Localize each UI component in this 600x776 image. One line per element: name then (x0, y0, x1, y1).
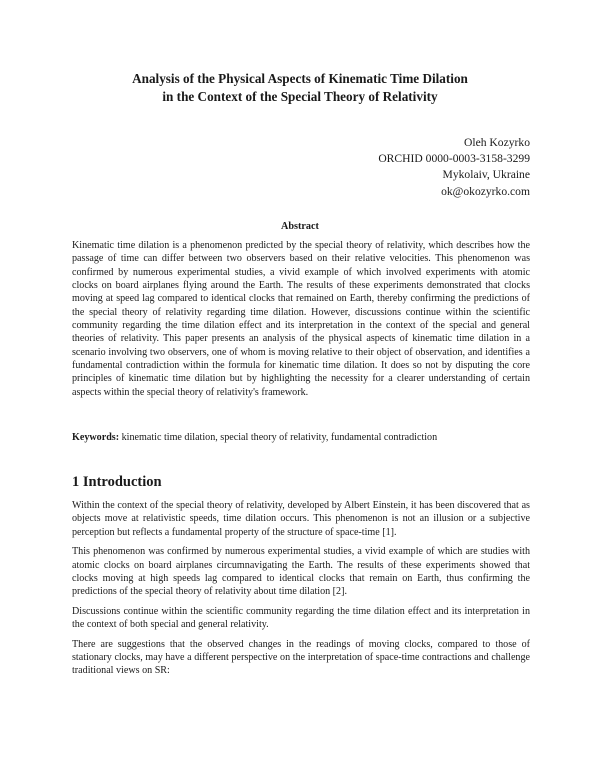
keywords-line (72, 431, 530, 444)
title-line-1: Analysis of the Physical Aspects of Kinematic Time Dilation (132, 71, 468, 86)
introduction-paragraph: Discussions continue within the scientific community regarding the time dilation effect and its interpretation in the context of both special and general relativity. (72, 605, 530, 631)
abstract-text: Kinematic time dilation is a phenomenon predicted by the special theory of relativity, which describes how the passage of time can differ between two observers based on their relative velocities. This phenomenon was confirmed by numerous experimental studies, a vivid example of which involved experiments with atomic clocks on board airplanes flying around the Earth. The results of these experiments demonstrated that clocks moving at speed lag compared to identical clocks that remained on Earth, thereby confirming the predictions of the special theory of relativity regarding time dilation. However, discussions continue within the scientific community regarding the time dilation effect and its interpretation in the context of the special and general theories of relativity. This paper presents an analysis of the physical aspects of kinematic time dilation in a scenario involving two observers, one of whom is moving relative to their object of observation, and identifies a fundamental contradiction within the formula for kinematic time dilation. It does so not by disputing the core principles of kinematic time dilation but by highlighting the necessity for a clearer understanding of certain aspects within the special theory of relativity's framework. (72, 240, 530, 398)
author-name: Oleh Kozyrko (463, 136, 530, 149)
keywords-label: Keywords: (72, 432, 120, 443)
keywords-text: kinematic time dilation, special theory of relativity, fundamental contradiction (119, 432, 438, 443)
introduction-paragraph: Within the context of the special theory of relativity, developed by Albert Einstein, it has been discovered that as objects move at relativistic speeds, time dilation occurs. This phenomenon is not an illusion or a subjective perception but reflects a fundamental property of the structure of space-time [1]. (72, 500, 530, 538)
introduction-paragraph: This phenomenon was confirmed by numerous experimental studies, a vivid example of which are studies with atomic clocks on board airplanes circumnavigating the Earth. The results of these experiments showed that clocks moving at high speeds lag compared to identical clocks that remain on Earth, thus confirming the predictions of the special theory of relativity about time dilation [2]. (72, 546, 530, 598)
introduction-paragraph: There are suggestions that the observed changes in the readings of moving clocks, compared to those of stationary clocks, may have a different perspective on the interpretation of space-time contractions and challenge traditional views on SR: (72, 638, 530, 677)
abstract-heading: Abstract (281, 221, 319, 232)
author-location: Mykolaiv, Ukraine (442, 168, 530, 182)
introduction-body (72, 499, 530, 684)
title-line-2: in the Context of the Special Theory of Relativity (162, 89, 438, 104)
paper-title (60, 70, 540, 106)
author-email: ok@okozyrko.com (441, 184, 530, 198)
section-heading-introduction: 1 Introduction (72, 474, 162, 490)
author-orcid: ORCHID 0000-0003-3158-3299 (378, 152, 530, 166)
author-block (378, 135, 530, 200)
